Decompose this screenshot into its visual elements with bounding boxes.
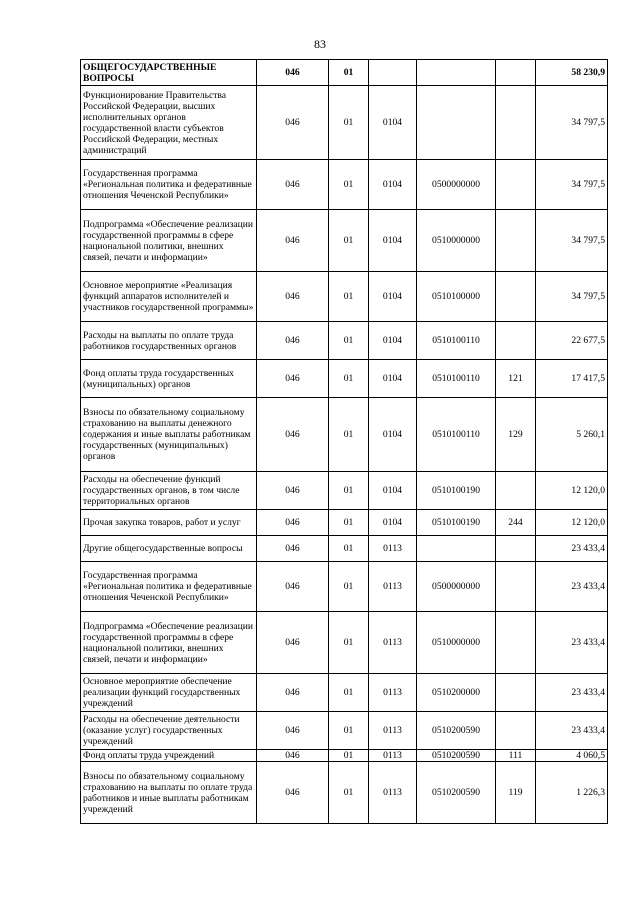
subsection-code-cell: 0113 (369, 762, 417, 824)
target-article-cell: 0510100000 (417, 272, 496, 322)
expense-type-cell: 129 (496, 398, 536, 472)
subsection-code-cell: 0104 (369, 398, 417, 472)
section-code-cell: 01 (329, 472, 369, 510)
section-code-cell: 01 (329, 322, 369, 360)
row-name-cell: Функционирование Правительства Российской Федерации, высших исполнительных органов государственной власти субъектов Российской Федерации, местных администраций (81, 86, 257, 160)
expense-type-cell (496, 272, 536, 322)
amount-cell: 23 433,4 (536, 612, 608, 674)
ved-code-cell: 046 (257, 562, 329, 612)
row-name-cell: Подпрограмма «Обеспечение реализации государственной программы в сфере национальной политики, внешних связей, печати и информации» (81, 210, 257, 272)
expense-type-cell (496, 86, 536, 160)
row-name-cell: Прочая закупка товаров, работ и услуг (81, 510, 257, 536)
section-code-cell: 01 (329, 86, 369, 160)
amount-cell: 34 797,5 (536, 86, 608, 160)
expense-type-cell (496, 60, 536, 86)
subsection-code-cell: 0113 (369, 674, 417, 712)
amount-cell: 12 120,0 (536, 510, 608, 536)
amount-cell: 23 433,4 (536, 562, 608, 612)
table-row (81, 562, 608, 612)
amount-cell: 1 226,3 (536, 762, 608, 824)
table-row (81, 510, 608, 536)
subsection-code-cell: 0113 (369, 750, 417, 762)
page-number: 83 (314, 37, 326, 51)
row-name-cell: ОБЩЕГОСУДАРСТВЕННЫЕ ВОПРОСЫ (81, 60, 257, 86)
section-code-cell: 01 (329, 398, 369, 472)
table-row (81, 86, 608, 160)
table-row (81, 360, 608, 398)
subsection-code-cell: 0104 (369, 510, 417, 536)
ved-code-cell: 046 (257, 360, 329, 398)
subsection-code-cell: 0104 (369, 472, 417, 510)
table-row (81, 674, 608, 712)
ved-code-cell: 046 (257, 472, 329, 510)
target-article-cell: 0510100110 (417, 398, 496, 472)
target-article-cell (417, 536, 496, 562)
expense-type-cell: 121 (496, 360, 536, 398)
row-name-cell: Фонд оплаты труда учреждений (81, 750, 257, 762)
table-row (81, 210, 608, 272)
section-code-cell: 01 (329, 360, 369, 398)
ved-code-cell: 046 (257, 762, 329, 824)
ved-code-cell: 046 (257, 398, 329, 472)
expense-type-cell (496, 712, 536, 750)
expense-type-cell (496, 536, 536, 562)
expense-type-cell: 244 (496, 510, 536, 536)
ved-code-cell: 046 (257, 160, 329, 210)
table-row (81, 612, 608, 674)
subsection-code-cell: 0104 (369, 360, 417, 398)
amount-cell: 17 417,5 (536, 360, 608, 398)
amount-cell: 23 433,4 (536, 712, 608, 750)
section-code-cell: 01 (329, 562, 369, 612)
table-row (81, 160, 608, 210)
amount-cell: 12 120,0 (536, 472, 608, 510)
amount-cell: 22 677,5 (536, 322, 608, 360)
target-article-cell: 0510200590 (417, 750, 496, 762)
row-name-cell: Государственная программа «Региональная политика и федеративные отношения Чеченской Республики» (81, 160, 257, 210)
section-code-cell: 01 (329, 674, 369, 712)
subsection-code-cell: 0113 (369, 712, 417, 750)
row-name-cell: Подпрограмма «Обеспечение реализации государственной программы в сфере национальной политики, внешних связей, печати и информации» (81, 612, 257, 674)
target-article-cell (417, 60, 496, 86)
table-row (81, 60, 608, 86)
expense-type-cell (496, 472, 536, 510)
table-row (81, 762, 608, 824)
subsection-code-cell: 0113 (369, 612, 417, 674)
expense-type-cell (496, 612, 536, 674)
amount-cell: 5 260,1 (536, 398, 608, 472)
ved-code-cell: 046 (257, 60, 329, 86)
target-article-cell: 0510100110 (417, 322, 496, 360)
row-name-cell: Основное мероприятие «Реализация функций аппаратов исполнителей и участников государственной программы» (81, 272, 257, 322)
section-code-cell: 01 (329, 60, 369, 86)
expense-type-cell: 119 (496, 762, 536, 824)
table-row (81, 712, 608, 750)
ved-code-cell: 046 (257, 210, 329, 272)
target-article-cell: 0500000000 (417, 160, 496, 210)
amount-cell: 34 797,5 (536, 210, 608, 272)
ved-code-cell: 046 (257, 510, 329, 536)
section-code-cell: 01 (329, 160, 369, 210)
expense-type-cell (496, 160, 536, 210)
row-name-cell: Расходы на выплаты по оплате труда работников государственных органов (81, 322, 257, 360)
table-row (81, 472, 608, 510)
row-name-cell: Взносы по обязательному социальному страхованию на выплаты по оплате труда работников и иные выплаты работникам учреждений (81, 762, 257, 824)
expense-type-cell (496, 562, 536, 612)
section-code-cell: 01 (329, 612, 369, 674)
target-article-cell: 0510200590 (417, 762, 496, 824)
section-code-cell: 01 (329, 210, 369, 272)
table-row (81, 536, 608, 562)
target-article-cell: 0510100190 (417, 510, 496, 536)
target-article-cell: 0510100190 (417, 472, 496, 510)
expense-type-cell (496, 674, 536, 712)
subsection-code-cell: 0104 (369, 272, 417, 322)
table-row (81, 398, 608, 472)
ved-code-cell: 046 (257, 712, 329, 750)
section-code-cell: 01 (329, 510, 369, 536)
section-code-cell: 01 (329, 272, 369, 322)
ved-code-cell: 046 (257, 86, 329, 160)
amount-cell: 58 230,9 (536, 60, 608, 86)
expense-type-cell (496, 210, 536, 272)
section-code-cell: 01 (329, 712, 369, 750)
target-article-cell: 0510200590 (417, 712, 496, 750)
subsection-code-cell: 0104 (369, 322, 417, 360)
expense-type-cell: 111 (496, 750, 536, 762)
amount-cell: 23 433,4 (536, 674, 608, 712)
table-row (81, 272, 608, 322)
target-article-cell (417, 86, 496, 160)
row-name-cell: Расходы на обеспечение деятельности (оказание услуг) государственных учреждений (81, 712, 257, 750)
subsection-code-cell (369, 60, 417, 86)
amount-cell: 34 797,5 (536, 160, 608, 210)
target-article-cell: 0510100110 (417, 360, 496, 398)
row-name-cell: Основное мероприятие обеспечение реализации функций государственных учреждений (81, 674, 257, 712)
table-row (81, 322, 608, 360)
section-code-cell: 01 (329, 536, 369, 562)
budget-table (80, 59, 608, 824)
target-article-cell: 0510200000 (417, 674, 496, 712)
section-code-cell: 01 (329, 762, 369, 824)
target-article-cell: 0510000000 (417, 210, 496, 272)
target-article-cell: 0510000000 (417, 612, 496, 674)
subsection-code-cell: 0104 (369, 86, 417, 160)
row-name-cell: Государственная программа «Региональная политика и федеративные отношения Чеченской Республики» (81, 562, 257, 612)
section-code-cell: 01 (329, 750, 369, 762)
amount-cell: 23 433,4 (536, 536, 608, 562)
expense-type-cell (496, 322, 536, 360)
ved-code-cell: 046 (257, 536, 329, 562)
row-name-cell: Расходы на обеспечение функций государственных органов, в том числе территориальных органов (81, 472, 257, 510)
ved-code-cell: 046 (257, 750, 329, 762)
ved-code-cell: 046 (257, 322, 329, 360)
amount-cell: 34 797,5 (536, 272, 608, 322)
subsection-code-cell: 0104 (369, 160, 417, 210)
subsection-code-cell: 0113 (369, 562, 417, 612)
table-row (81, 750, 608, 762)
target-article-cell: 0500000000 (417, 562, 496, 612)
ved-code-cell: 046 (257, 674, 329, 712)
ved-code-cell: 046 (257, 272, 329, 322)
ved-code-cell: 046 (257, 612, 329, 674)
row-name-cell: Взносы по обязательному социальному страхованию на выплаты денежного содержания и иные выплаты работникам государственных (муниципальных) органов (81, 398, 257, 472)
row-name-cell: Другие общегосударственные вопросы (81, 536, 257, 562)
subsection-code-cell: 0104 (369, 210, 417, 272)
amount-cell: 4 060,5 (536, 750, 608, 762)
row-name-cell: Фонд оплаты труда государственных (муниципальных) органов (81, 360, 257, 398)
subsection-code-cell: 0113 (369, 536, 417, 562)
